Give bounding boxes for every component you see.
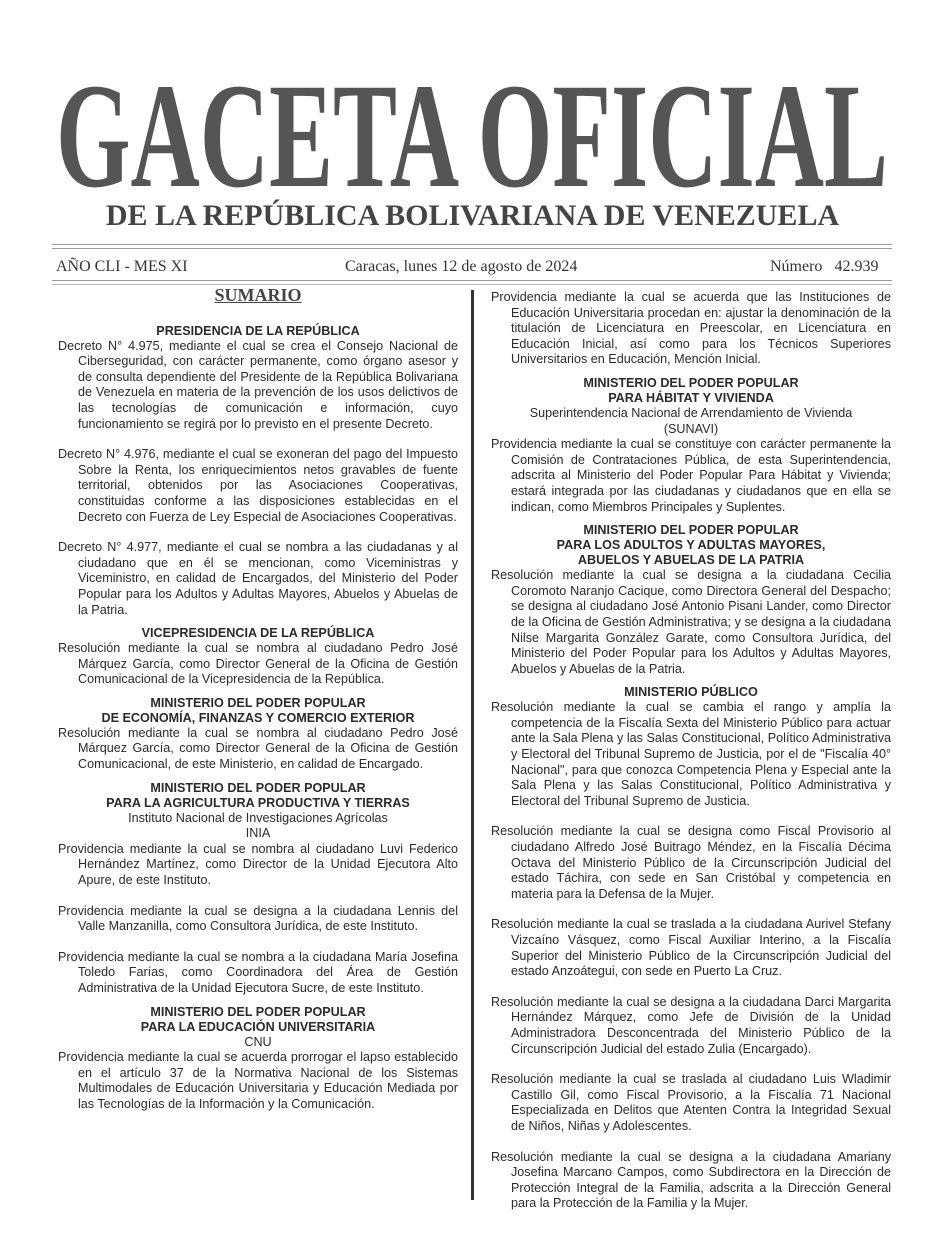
- summary-entry: Providencia mediante la cual se constituye con carácter permanente la Comisión de Contrataciones Pública, de esta Superintendencia, adscrita al Ministerio del Poder Popular Para Hábitat y Vivienda; estará integrada por las ciudadanas y ciudadanos que en ella se indican, como Miembros Principales y Suplentes.: [491, 437, 891, 514]
- summary-section: [491, 290, 891, 368]
- section-subheading: INIA: [245, 826, 271, 841]
- summary-section: [491, 523, 891, 677]
- column-divider: [471, 290, 474, 1200]
- section-subheading: CNU: [244, 1034, 272, 1049]
- section-heading: PARA HÁBITAT Y VIVIENDA: [608, 390, 774, 405]
- section-heading: DE ECONOMÍA, FINANZAS Y COMERCIO EXTERIOR: [101, 710, 415, 725]
- summary-entry: Resolución mediante la cual se nombra al ciudadano Pedro José Márquez García, como Director General de la Oficina de Gestión Comunicacional de la Vicepresidencia de la República.: [58, 641, 458, 687]
- section-heading: MINISTERIO DEL PODER POPULAR: [150, 695, 366, 710]
- summary-entry: Providencia mediante la cual se acuerda que las Instituciones de Educación Universitaria procedan en: ajustar la denominación de la titulación de Licenciatura en Preescolar, en Licenciatura en Educación Inicial, así como para los Técnicos Superiores Universitarios en Educación, Mención Inicial.: [491, 290, 891, 367]
- gazette-title: GACETA OFICIAL: [56, 62, 888, 194]
- section-heading: VICEPRESIDENCIA DE LA REPÚBLICA: [141, 626, 375, 641]
- summary-entry: Providencia mediante la cual se nombra al ciudadano Luvi Federico Hernández Martínez, como Director de la Unidad Ejecutora Alto Apure, de este Instituto.: [58, 841, 458, 888]
- summary-section: [58, 696, 458, 773]
- summary-entry: Resolución mediante la cual se designa a la ciudadana Darci Margarita Hernández Márquez, como Jefe de División de la Unidad Administradora Desconcentrada del Ministerio Público de la Circunscripción Judicial del estado Zulia (Encargado).: [491, 994, 891, 1056]
- section-heading: ABUELOS Y ABUELAS DE LA PATRIA: [577, 553, 805, 568]
- masthead: [52, 62, 892, 194]
- summary-entry: Resolución mediante la cual se nombra al ciudadano Pedro José Márquez García, como Director General de la Oficina de Gestión Comunicacional, de este Ministerio, en calidad de Encargado.: [58, 725, 458, 772]
- summary-entry: Resolución mediante la cual se traslada a la ciudadana Aurivel Stefany Vizcaíno Vásquez, como Fiscal Auxiliar Interino, a la Fiscalía Superior del Ministerio Público de la Circunscripción Judicial del estado Anzoátegui, con sede en Puerto La Cruz.: [491, 917, 891, 979]
- section-heading: MINISTERIO DEL PODER POPULAR: [150, 780, 366, 795]
- divider: [52, 244, 892, 245]
- divider: [52, 280, 892, 281]
- section-heading: PARA LA EDUCACIÓN UNIVERSITARIA: [140, 1019, 376, 1034]
- right-column: [491, 290, 891, 1220]
- summary-entry: Resolución mediante la cual se traslada al ciudadano Luis Wladimir Castillo Gil, como Fiscal Provisorio, a la Fiscalía 71 Nacional Especializada en Delitos que Atenten Contra la Integridad Sexual de Niños, Niñas y Adolescentes.: [491, 1072, 891, 1133]
- summary-entry: Providencia mediante la cual se acuerda prorrogar el lapso establecido en el artículo 37 de la Normativa Nacional de los Sistemas Multimodales de Educación Universitaria y Educación Mediada por las Tecnologías de la Información y la Comunicación.: [58, 1050, 458, 1111]
- summary-entry: Resolución mediante la cual se designa como Fiscal Provisorio al ciudadano Alfredo José Buitrago Méndez, en la Fiscalía Décima Octava del Ministerio Público de la Circunscripción Judicial del estado Táchira, con sede en San Cristóbal y competencia en materia para la Defensa de la Mujer.: [491, 824, 891, 901]
- section-heading: PRESIDENCIA DE LA REPÚBLICA: [156, 323, 360, 338]
- gazette-subtitle: DE LA REPÚBLICA BOLIVARIANA DE VENEZUELA: [105, 199, 840, 232]
- number-value: 42.939: [834, 258, 879, 275]
- summary-entry: Decreto N° 4.975, mediante el cual se crea el Consejo Nacional de Ciberseguridad, con carácter permanente, como órgano asesor y de consulta dependiente del Presidente de la República Bolivariana de Venezuela en materia de la prevención de los usos delictivos de las tecnologías de comunicación e información, cuyo funcionamiento se regirá por lo previsto en el presente Decreto.: [58, 338, 458, 431]
- year-month: AÑO CLI - MES XI: [56, 258, 188, 275]
- summary-entry: Resolución mediante la cual se cambia el rango y amplía la competencia de la Fiscalía Sexta del Ministerio Público para actuar ante la Sala Plena y las Salas Constitucional, Político Administrativa y Electoral del Tribunal Supremo de Justicia, por el de "Fiscalía 40° Nacional", para que conozca Competencia Plena y Especial ante la Sala Plena y las Salas Constitucional, Político Administrativa y Electoral del Tribunal Supremo de Justicia.: [491, 700, 891, 808]
- issue-date: Caracas, lunes 12 de agosto de 2024: [345, 258, 578, 275]
- number-label: Número: [770, 258, 823, 275]
- summary-section: [58, 1005, 458, 1113]
- section-heading: MINISTERIO PÚBLICO: [624, 685, 758, 700]
- summary-section: [58, 324, 458, 619]
- section-heading: PARA LOS ADULTOS Y ADULTAS MAYORES,: [556, 538, 826, 553]
- summary-section: [58, 626, 458, 688]
- issue-number: [770, 258, 878, 276]
- section-heading: MINISTERIO DEL PODER POPULAR: [583, 375, 799, 390]
- summary-section: [491, 685, 891, 1212]
- summary-entry: Resolución mediante la cual se designa a la ciudadana Amariany Josefina Marcano Campos, como Subdirectora en la Dirección de Protección Integral de la Familia, adscrita a la Dirección General para la Protección de la Familia y la Mujer.: [491, 1149, 891, 1211]
- summary-section: [58, 781, 458, 997]
- summary-section: [491, 376, 891, 515]
- section-subheading: Instituto Nacional de Investigaciones Agrícolas: [128, 810, 388, 825]
- summary-entry: Resolución mediante la cual se designa a la ciudadana Cecilia Coromoto Naranjo Cacique, como Directora General del Despacho; se designa al ciudadano José Antonio Pisani Lander, como Director de la Oficina de Gestión Administrativa; y se designa a la ciudadana Nilse Margarita González Garate, como Consultora Jurídica, del Ministerio del Poder Popular para los Adultos y Adultas Mayores, Abuelos y Abuelas de la Patria.: [491, 568, 891, 676]
- divider: [52, 248, 892, 249]
- section-subheading: (SUNAVI): [663, 421, 719, 436]
- summary-entry: Providencia mediante la cual se designa a la ciudadana Lennis del Valle Manzanilla, como Consultora Jurídica, de este Instituto.: [58, 903, 458, 934]
- summary-entry: Decreto N° 4.976, mediante el cual se exoneran del pago del Impuesto Sobre la Renta, los enriquecimientos netos gravables de fuente territorial, obtenidos por las Asociaciones Cooperativas, constituidas conforme a las disposiciones establecidas en el Decreto con Fuerza de Ley Especial de Asociaciones Cooperativas.: [58, 447, 458, 524]
- sumario-heading: SUMARIO: [214, 285, 302, 305]
- section-heading: PARA LA AGRICULTURA PRODUCTIVA Y TIERRAS: [106, 795, 410, 810]
- left-column: [58, 285, 458, 1121]
- summary-entry: Providencia mediante la cual se nombra a la ciudadana María Josefina Toledo Farías, como Coordinadora del Área de Gestión Administrativa de la Unidad Ejecutora Sucre, de este Instituto.: [58, 949, 458, 995]
- section-heading: MINISTERIO DEL PODER POPULAR: [150, 1004, 366, 1019]
- section-heading: MINISTERIO DEL PODER POPULAR: [583, 523, 799, 538]
- section-subheading: Superintendencia Nacional de Arrendamiento de Vivienda: [529, 405, 853, 420]
- divider: [52, 284, 892, 285]
- gazette-title-svg: [52, 62, 892, 194]
- summary-entry: Decreto N° 4.977, mediante el cual se nombra a las ciudadanas y al ciudadano que en él se mencionan, como Viceministras y Viceministro, en calidad de Encargados, del Ministerio del Poder Popular para los Adultos y Adultas Mayores, Abuelos y Abuelas de la Patria.: [58, 540, 458, 617]
